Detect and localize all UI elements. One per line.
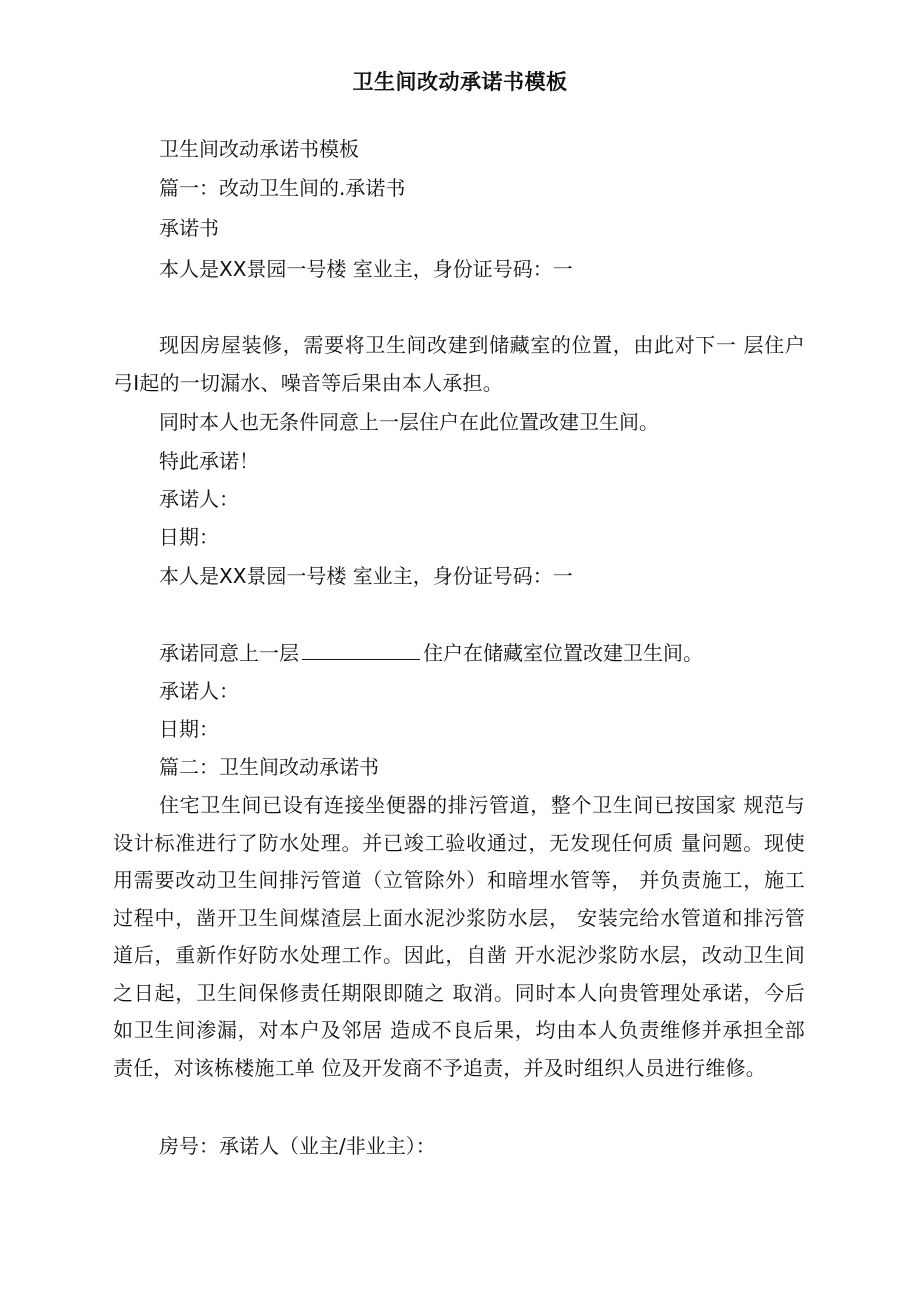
part2-heading: 篇二：卫生间改动承诺书 [159, 755, 379, 779]
promiser-label-2: 承诺人： [159, 679, 239, 703]
document-subtitle: 卫生间改动承诺书模板 [159, 137, 359, 161]
paragraph-1: 现因房屋装修，需要将卫生间改建到储藏室的位置，由此对下一 层住户弓I起的一切漏水、噪音等后果由本人承担。 [113, 333, 805, 395]
agree-suffix: 住户在储藏室位置改建卫生间。 [423, 641, 703, 665]
agree-line [159, 638, 703, 668]
blank-underline [302, 639, 420, 660]
promiser-label-1: 承诺人： [159, 487, 239, 511]
part1-heading: 篇一：改动卫生间的.承诺书 [159, 176, 406, 200]
owner-statement-1: 本人是XX景园一号楼 室业主，身份证号码：一 [159, 257, 573, 281]
paragraph-3: 住宅卫生间已设有连接坐便器的排污管道，整个卫生间已按国家 规范与设计标准进行了防水处理。并已竣工验收通过，无发现任何质 量问题。现使用需要改动卫生间排污管道（立管除外）和暗埋水管等， 并负责施工，施工过程中，凿开卫生间煤渣层上面水泥沙浆防水层， 安装完给水管道和排污管道后，重新作好防水处理工作。因此，自凿 开水泥沙浆防水层，改动卫生间之日起，卫生间保修责任期限即随之 取消。同时本人向贵管理处承诺，今后如卫生间渗漏，对本户及邻居 造成不良后果，均由本人负责维修并承担全部责任，对该栋楼施工单 位及开发商不予追责，并及时组织人员进行维修。 [113, 793, 805, 1080]
date-label-1: 日期： [159, 525, 219, 549]
owner-statement-2: 本人是XX景园一号楼 室业主，身份证号码：一 [159, 564, 573, 588]
document-title: 卫生间改动承诺书模板 [352, 70, 568, 94]
agree-prefix: 承诺同意上一层 [159, 641, 299, 665]
letter-heading: 承诺书 [159, 216, 219, 240]
date-label-2: 日期： [159, 717, 219, 741]
paragraph-2: 同时本人也无条件同意上一层住户在此位置改建卫生间。 [159, 410, 659, 434]
room-signature-line: 房号：承诺人（业主/非业主）： [159, 1134, 436, 1158]
special-promise: 特此承诺！ [159, 449, 259, 473]
